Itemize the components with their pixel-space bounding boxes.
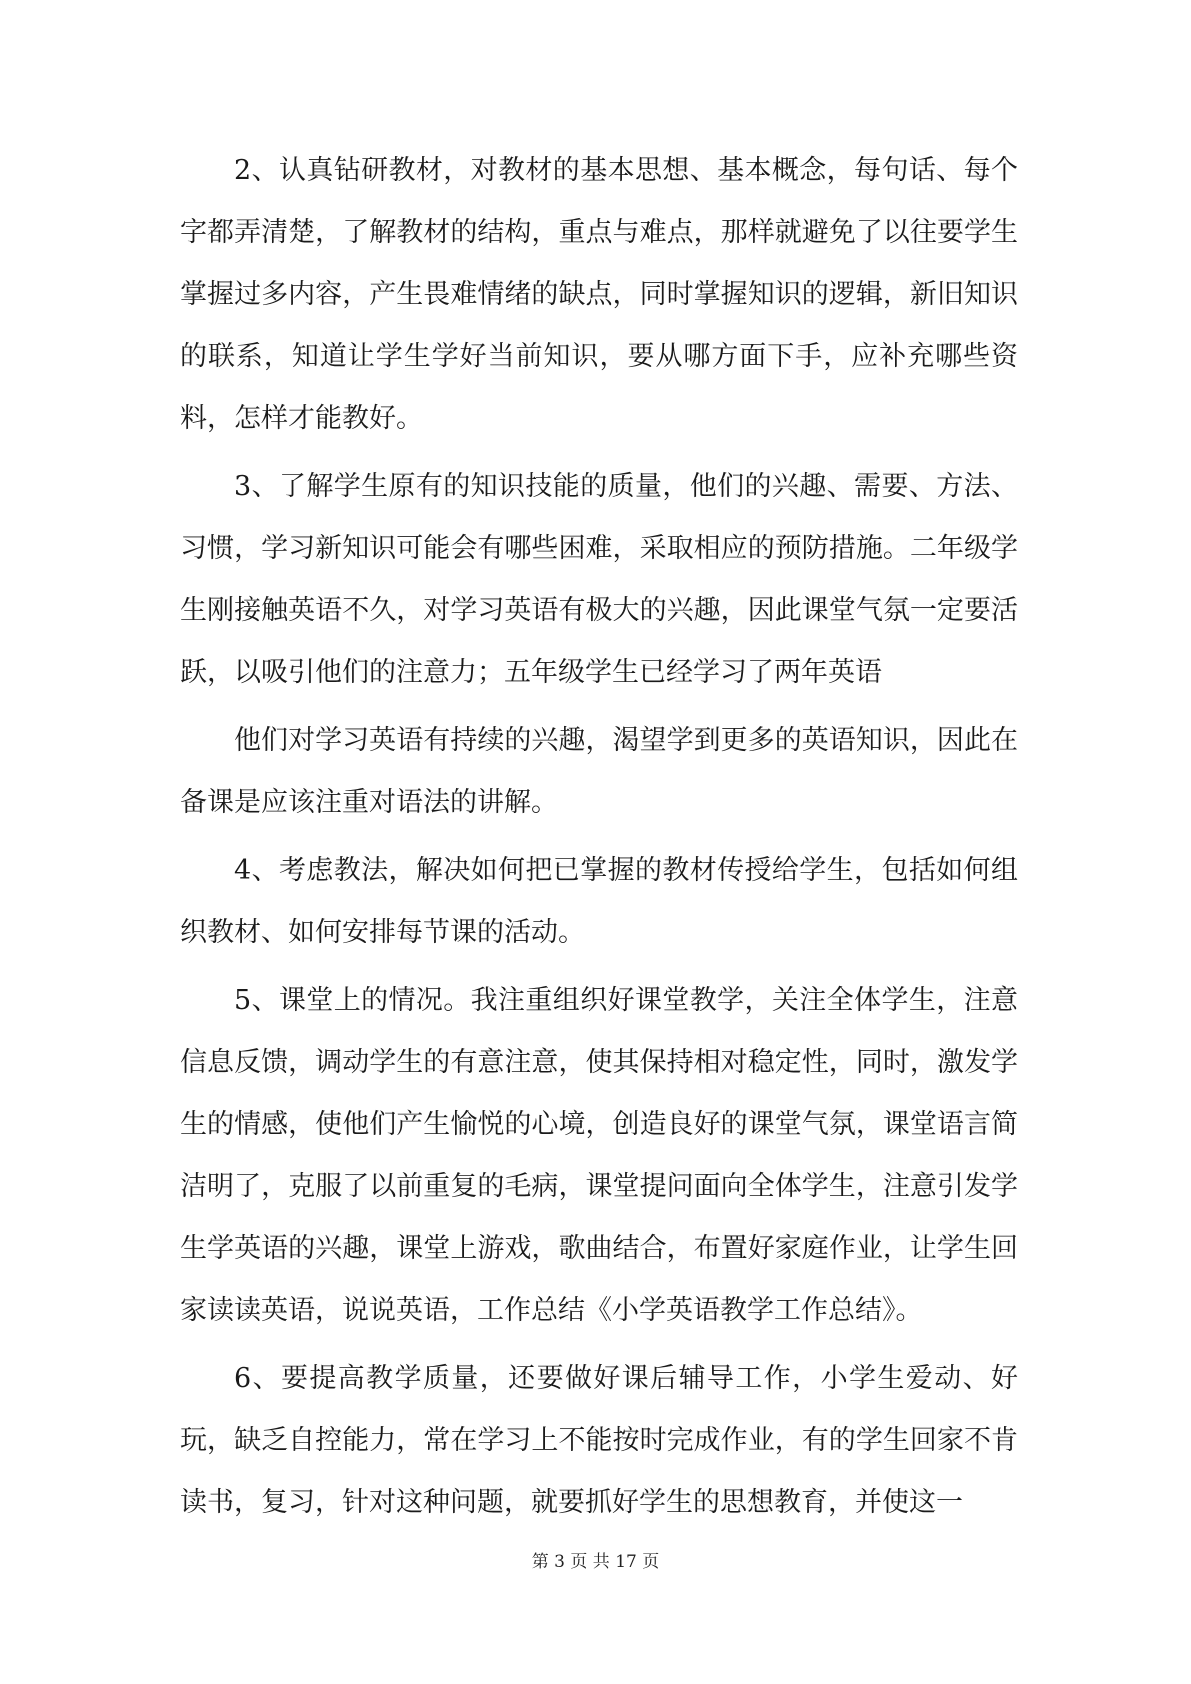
page-number-footer: 第 3 页 共 17 页 xyxy=(531,1552,660,1572)
paragraph-item-4: 4、考虑教法，解决如何把已掌握的教材传授给学生，包括如何组织教材、如何安排每节课的活动。 xyxy=(180,855,1018,948)
paragraph-item-2: 2、认真钻研教材，对教材的基本思想、基本概念，每句话、每个字都弄清楚，了解教材的结构，重点与难点，那样就避免了以往要学生掌握过多内容，产生畏难情绪的缺点，同时掌握知识的逻辑，新旧知识的联系，知道让学生学好当前知识，要从哪方面下手，应补充哪些资料，怎样才能教好。 xyxy=(180,155,1018,434)
paragraph-item-3: 3、了解学生原有的知识技能的质量，他们的兴趣、需要、方法、习惯，学习新知识可能会有哪些困难，采取相应的预防措施。二年级学生刚接触英语不久，对学习英语有极大的兴趣，因此课堂气氛一定要活跃，以吸引他们的注意力；五年级学生已经学习了两年英语 xyxy=(180,471,1018,688)
paragraph-continuation: 他们对学习英语有持续的兴趣，渴望学到更多的英语知识，因此在备课是应该注重对语法的讲解。 xyxy=(180,725,1018,818)
document-body xyxy=(180,140,1018,1540)
paragraph-item-6: 6、要提高教学质量，还要做好课后辅导工作，小学生爱动、好玩，缺乏自控能力，常在学习上不能按时完成作业，有的学生回家不肯读书，复习，针对这种问题，就要抓好学生的思想教育，并使这一 xyxy=(180,1363,1018,1518)
paragraph-item-5: 5、课堂上的情况。我注重组织好课堂教学，关注全体学生，注意信息反馈，调动学生的有意注意，使其保持相对稳定性，同时，激发学生的情感，使他们产生愉悦的心境，创造良好的课堂气氛，课堂语言简洁明了，克服了以前重复的毛病，课堂提问面向全体学生，注意引发学生学英语的兴趣，课堂上游戏，歌曲结合，布置好家庭作业，让学生回家读读英语，说说英语，工作总结《小学英语教学工作总结》。 xyxy=(180,985,1018,1326)
